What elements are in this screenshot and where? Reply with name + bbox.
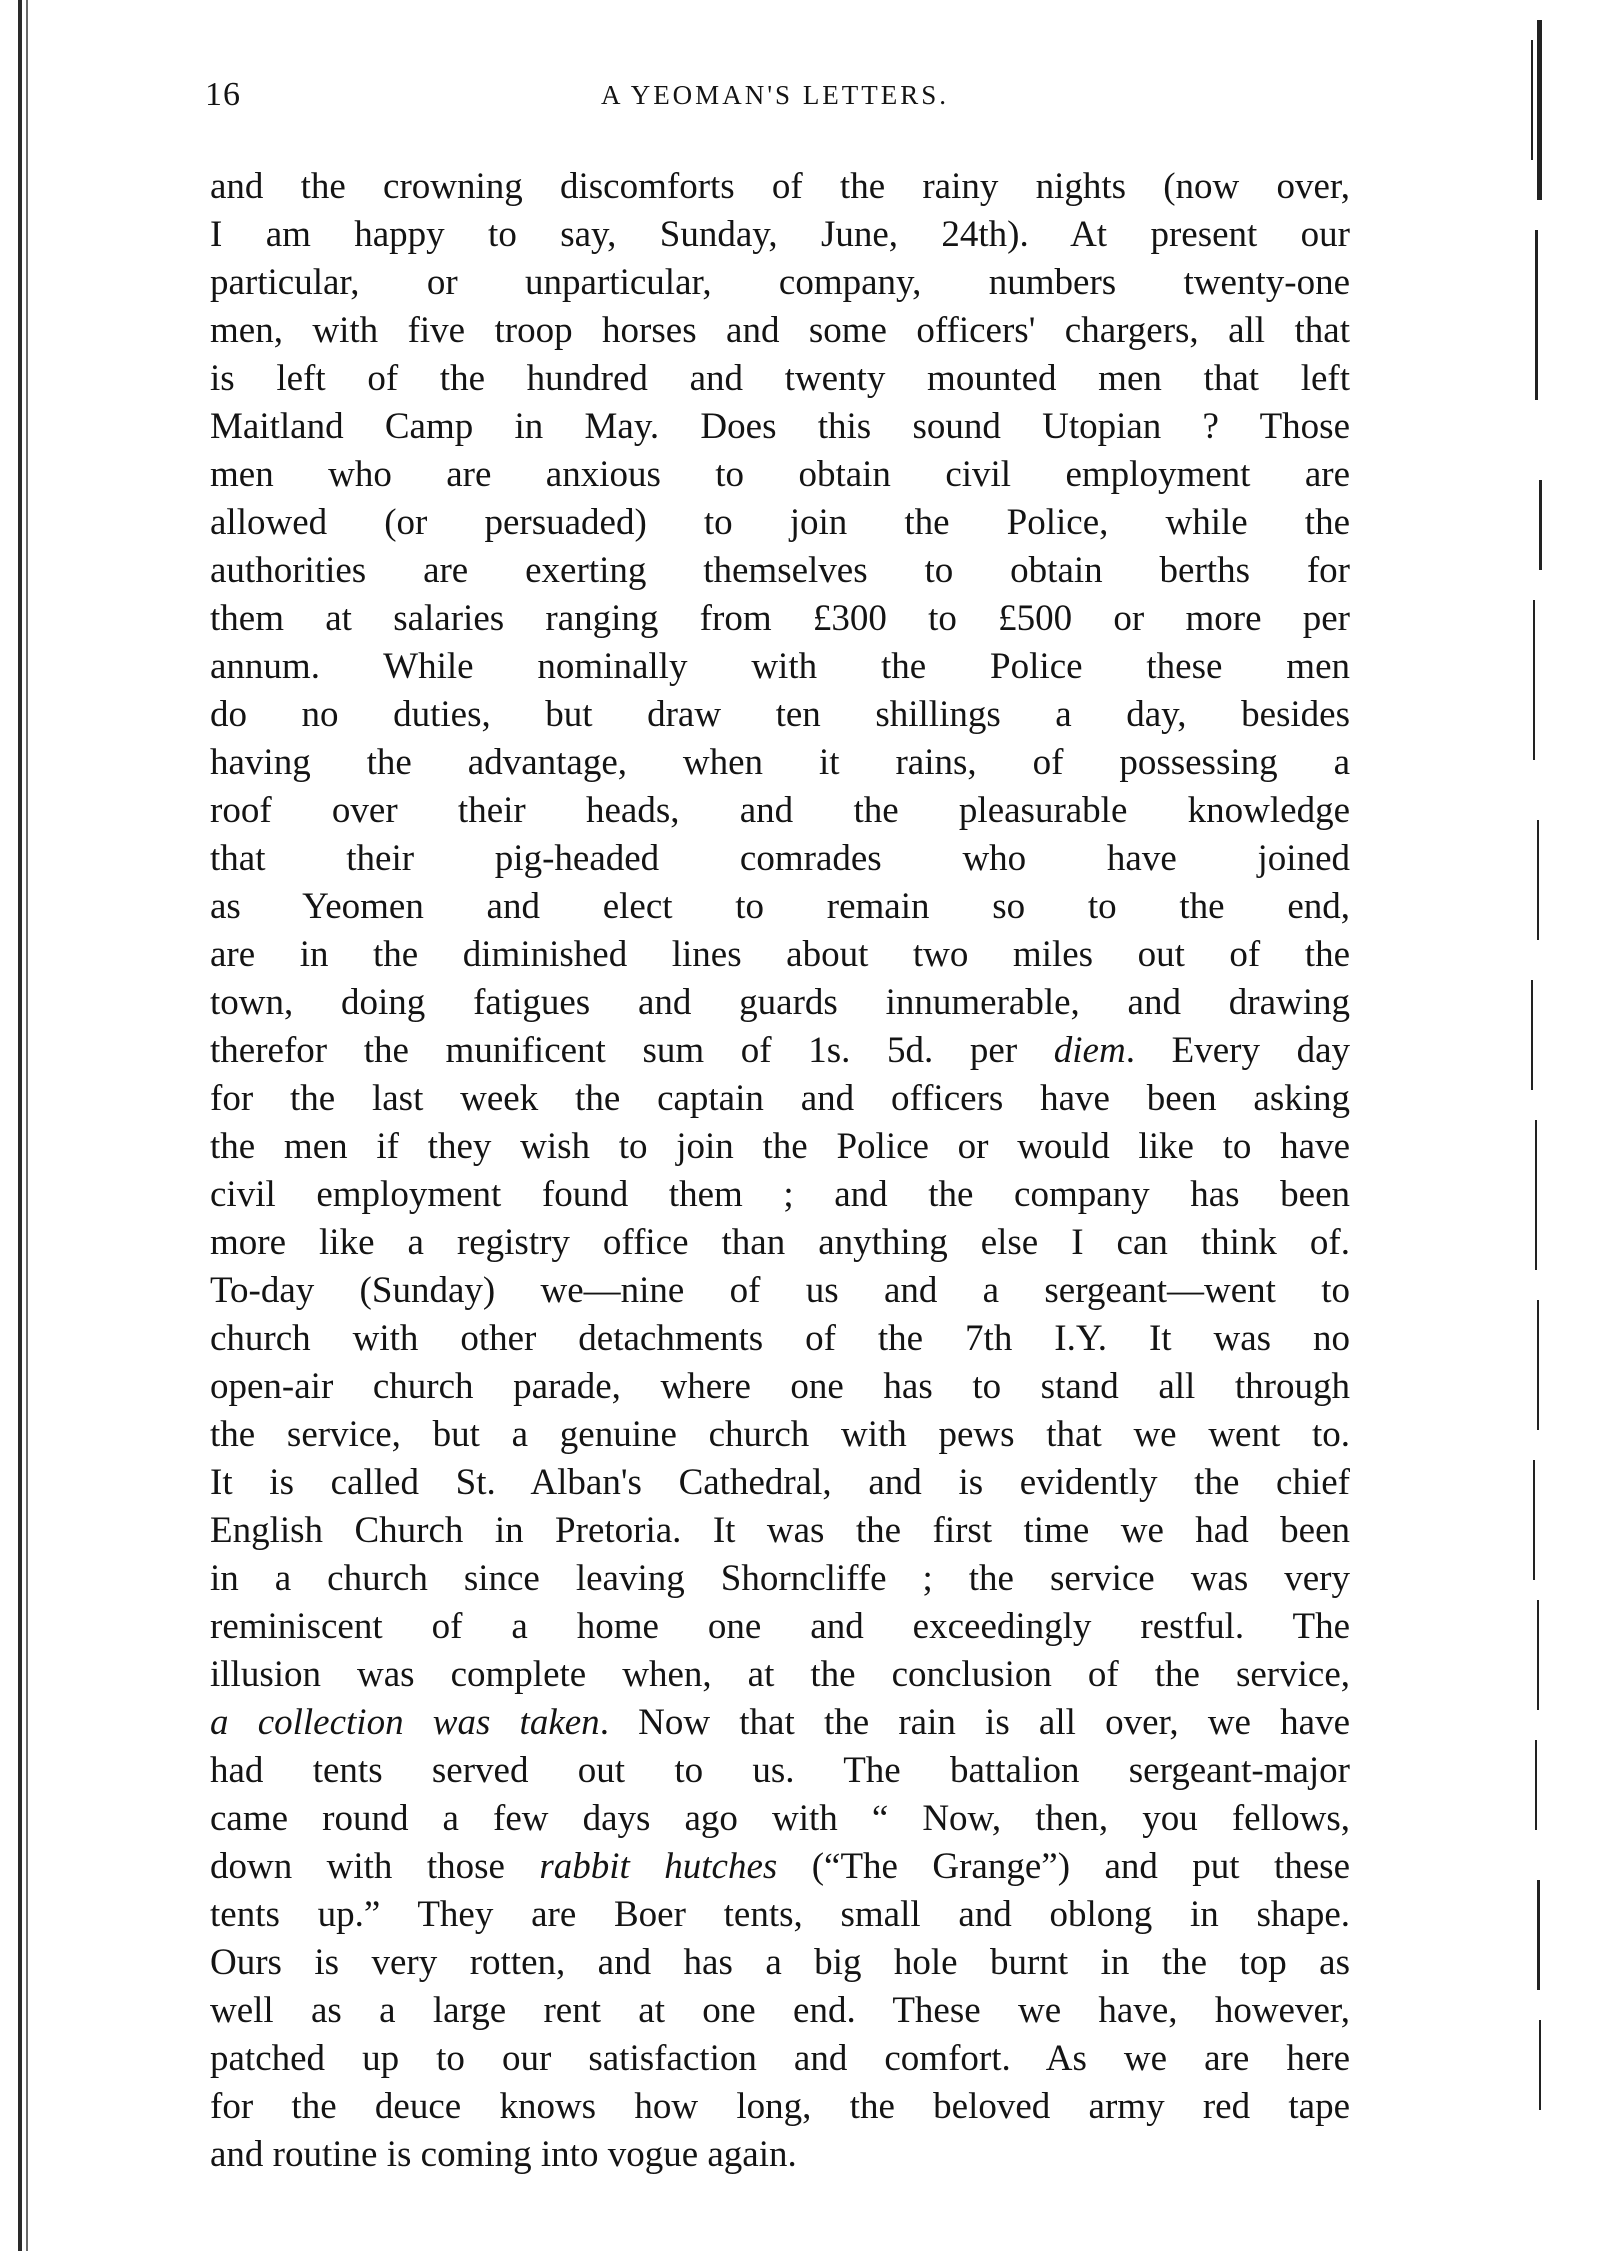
binding-edge — [18, 0, 22, 2251]
text-line: patched up to our satisfaction and comfort. As we are here — [210, 2038, 1350, 2079]
text-line: Ours is very rotten, and has a big hole burnt in the top as — [210, 1942, 1350, 1983]
text-line: It is called St. Alban's Cathedral, and is evidently the chief — [210, 1462, 1350, 1503]
text-line: roof over their heads, and the pleasurable knowledge — [210, 790, 1350, 831]
text-line-last: and routine is coming into vogue again. — [210, 2134, 797, 2175]
text-line: well as a large rent at one end. These we have, however, — [210, 1990, 1350, 2031]
text-line: church with other detachments of the 7th I.Y. It was no — [210, 1318, 1350, 1359]
text-line: do no duties, but draw ten shillings a day, besides — [210, 694, 1350, 735]
body-text — [210, 163, 1350, 2179]
text-line: in a church since leaving Shorncliffe ; the service was very — [210, 1558, 1350, 1599]
text-line: having the advantage, when it rains, of possessing a — [210, 742, 1350, 783]
binding-edge-inner — [26, 0, 28, 2251]
text-line: a collection was taken. Now that the rain is all over, we have — [210, 1702, 1350, 1743]
text-line: reminiscent of a home one and exceedingly restful. The — [210, 1606, 1350, 1647]
italic-phrase: rabbit hutches — [539, 1846, 778, 1887]
text-line: as Yeomen and elect to remain so to the end, — [210, 886, 1350, 927]
text-line: for the deuce knows how long, the beloved army red tape — [210, 2086, 1350, 2127]
text-line: more like a registry office than anything else I can think of. — [210, 1222, 1350, 1263]
page-number: 16 — [205, 76, 241, 113]
text-line: men who are anxious to obtain civil employment are — [210, 454, 1350, 495]
text-line: I am happy to say, Sunday, June, 24th). At present our — [210, 214, 1350, 255]
text-line: illusion was complete when, at the conclusion of the service, — [210, 1654, 1350, 1695]
text-line: particular, or unparticular, company, numbers twenty-one — [210, 262, 1350, 303]
text-line: authorities are exerting themselves to obtain berths for — [210, 550, 1350, 591]
text-line: open-air church parade, where one has to stand all through — [210, 1366, 1350, 1407]
text-line: and the crowning discomforts of the rainy nights (now over, — [210, 166, 1350, 207]
text-line: therefor the munificent sum of 1s. 5d. per diem. Every day — [210, 1030, 1350, 1071]
text-line: that their pig-headed comrades who have joined — [210, 838, 1350, 879]
text-line: them at salaries ranging from £300 to £500 or more per — [210, 598, 1350, 639]
text-line: To-day (Sunday) we—nine of us and a sergeant—went to — [210, 1270, 1350, 1311]
text-line: civil employment found them ; and the company has been — [210, 1174, 1350, 1215]
text-line: town, doing fatigues and guards innumerable, and drawing — [210, 982, 1350, 1023]
text-line: English Church in Pretoria. It was the first time we had been — [210, 1510, 1350, 1551]
text-line: tents up.” They are Boer tents, small and oblong in shape. — [210, 1894, 1350, 1935]
text-line: the men if they wish to join the Police or would like to have — [210, 1126, 1350, 1167]
text-line: annum. While nominally with the Police these men — [210, 646, 1350, 687]
text-line: down with those rabbit hutches (“The Grange”) and put these — [210, 1846, 1350, 1887]
text-line: men, with five troop horses and some officers' chargers, all that — [210, 310, 1350, 351]
text-line: is left of the hundred and twenty mounted men that left — [210, 358, 1350, 399]
page-edge-right — [1525, 0, 1565, 2251]
running-head: A YEOMAN'S LETTERS. — [600, 80, 950, 110]
text-line: Maitland Camp in May. Does this sound Utopian ? Those — [210, 406, 1350, 447]
text-line: the service, but a genuine church with pews that we went to. — [210, 1414, 1350, 1455]
text-line: came round a few days ago with “ Now, then, you fellows, — [210, 1798, 1350, 1839]
italic-phrase: diem — [1053, 1030, 1126, 1071]
text-line: had tents served out to us. The battalion sergeant-major — [210, 1750, 1350, 1791]
text-line: allowed (or persuaded) to join the Police, while the — [210, 502, 1350, 543]
italic-phrase: a collection was taken — [210, 1702, 600, 1743]
text-line: for the last week the captain and officers have been asking — [210, 1078, 1350, 1119]
page-header — [205, 76, 1345, 126]
text-line: are in the diminished lines about two miles out of the — [210, 934, 1350, 975]
